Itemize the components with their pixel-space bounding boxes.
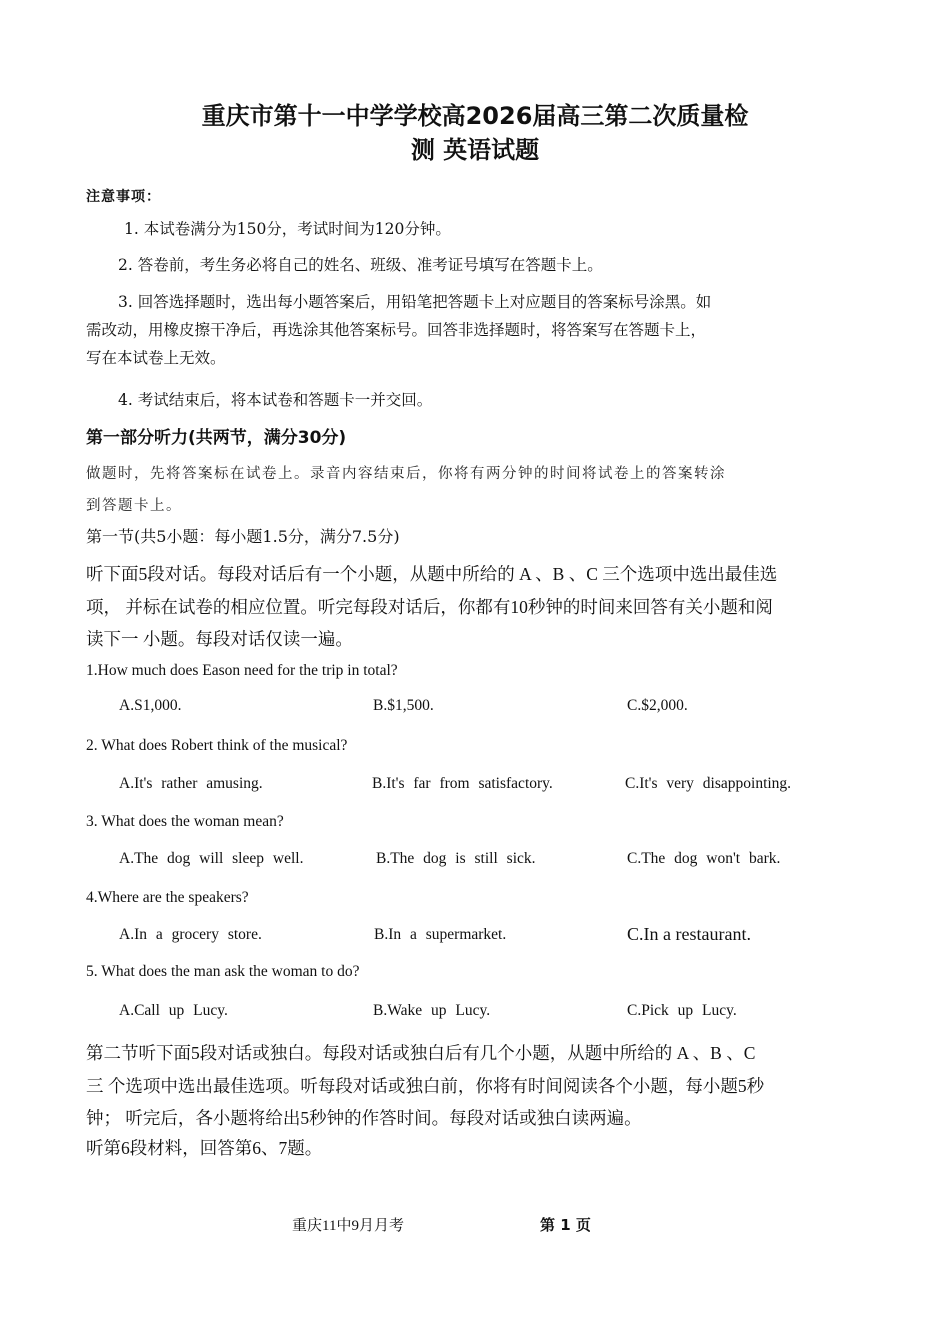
section2-line-2: 三 个选项中选出最佳选项。听每段对话或独白前，你将有时间阅读各个小题，每小题5秒 [86,1076,765,1096]
notice-heading: 注意事项： [86,189,161,205]
question-3-option-a: A.The dog will sleep well. [119,850,304,867]
question-3-option-b: B.The dog is still sick. [376,850,536,867]
notice-item-3-line-2: 需改动，用橡皮擦干净后，再选涂其他答案标号。回答非选择题时，将答案写在答题卡上， [86,321,707,339]
question-5-option-c: C.Pick up Lucy. [627,1002,737,1019]
question-1-option-b: B.$1,500. [373,697,434,714]
part1-heading: 第一部分听力(共两节，满分30分) [86,428,347,448]
question-4-option-a: A.In a grocery store. [119,926,262,943]
section2-line-4: 听第6段材料，回答第6、7题。 [86,1138,323,1158]
question-3-stem: 3. What does the woman mean? [86,813,284,830]
question-4-option-b: B.In a supermarket. [374,926,507,943]
question-3-option-c: C.The dog won't bark. [627,850,781,867]
section1-heading: 第一节(共5小题：每小题1.5分，满分7.5分) [86,527,400,546]
question-2-option-c: C.It's very disappointing. [625,775,792,792]
question-2-stem: 2. What does Robert think of the musical? [86,737,348,754]
section1-instruction-line-3: 读下一 小题。每段对话仅读一遍。 [86,629,353,649]
question-1-option-a: A.S1,000. [119,697,182,714]
section2-line-1: 第二节听下面5段对话或独白。每段对话或独白后有几个小题，从题中所给的 A 、B 、C [86,1043,756,1063]
question-4-option-c: C.In a restaurant. [627,924,751,944]
question-1-option-c: C.$2,000. [627,697,688,714]
footer-page-number: 第 1 页 [540,1216,591,1234]
question-5-option-a: A.Call up Lucy. [119,1002,228,1019]
notice-item-3-line-1: 3. 回答选择题时，选出每小题答案后，用铅笔把答题卡上对应题目的答案标号涂黑。如 [118,293,712,311]
section1-instruction-line-1: 听下面5段对话。每段对话后有一个小题，从题中所给的 A 、B 、C 三个选项中选出最佳选 [86,564,778,584]
question-2-option-a: A.It's rather amusing. [119,775,263,792]
question-2-option-b: B.It's far from satisfactory. [372,775,553,792]
notice-item-3-line-3: 写在本试卷上无效。 [86,349,226,367]
notice-item-2: 2. 答卷前，考生务必将自己的姓名、班级、准考证号填写在答题卡上。 [118,256,603,274]
question-1-stem: 1.How much does Eason need for the trip in total? [86,662,398,679]
exam-title-line-2: 测 英语试题 [410,136,540,164]
notice-item-1: 1. 本试卷满分为150分，考试时间为120分钟。 [124,220,451,238]
exam-title-line-1: 重庆市第十一中学学校高2026届高三第二次质量检 [201,102,749,130]
notice-item-4: 4. 考试结束后，将本试卷和答题卡一并交回。 [118,391,433,409]
part1-instruction-line-1: 做题时，先将答案标在试卷上。录音内容结束后，你将有两分钟的时间将试卷上的答案转涂 [86,466,726,482]
question-5-option-b: B.Wake up Lucy. [373,1002,491,1019]
question-5-stem: 5. What does the man ask the woman to do? [86,963,360,980]
section1-instruction-line-2: 项， 并标在试卷的相应位置。听完每段对话后，你都有10秒钟的时间来回答有关小题和阅 [86,597,773,617]
part1-instruction-line-2: 到答题卡上。 [86,498,182,514]
section2-line-3: 钟； 听完后，各小题将给出5秒钟的作答时间。每段对话或独白读两遍。 [86,1108,642,1128]
question-4-stem: 4.Where are the speakers? [86,889,249,906]
footer-exam-name: 重庆11中9月月考 [292,1218,404,1234]
